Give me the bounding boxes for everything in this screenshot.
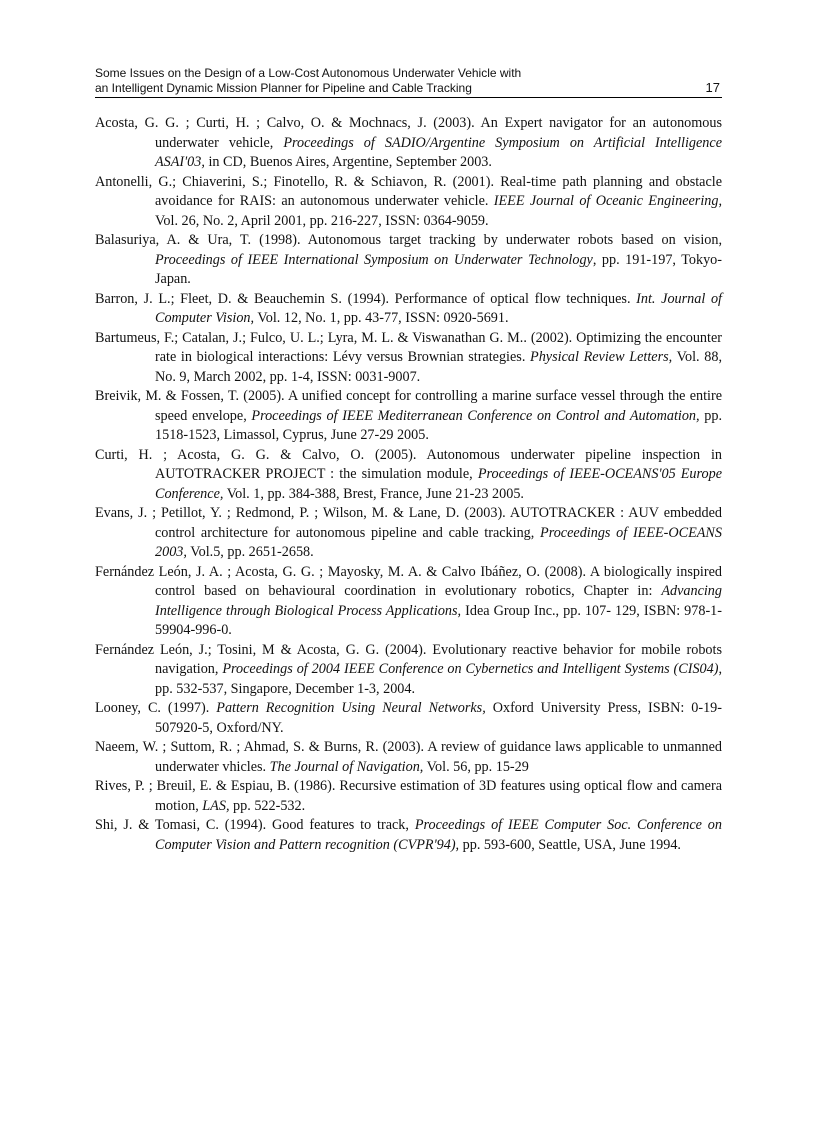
reference-item: Barron, J. L.; Fleet, D. & Beauchemin S. (1994). Performance of optical flow techniques. Int. Journal of Computer Vision, Vol. 12, No. 1, pp. 43-77, ISSN: 0920-5691. (95, 290, 722, 326)
reference-item: Naeem, W. ; Suttom, R. ; Ahmad, S. & Burns, R. (2003). A review of guidance laws applicable to unmanned underwater vhicles. The Journal of Navigation, Vol. 56, pp. 15-29 (95, 739, 722, 775)
header-title-line-2: an Intelligent Dynamic Mission Planner for Pipeline and Cable Tracking (95, 80, 472, 95)
reference-item: Fernández León, J. A. ; Acosta, G. G. ; Mayosky, M. A. & Calvo Ibáñez, O. (2008). A biologically inspired control based on behavioural coordination in evolutionary robotics, Chapter in: Advancing Intelligence through Biological Process Applications, Idea Group Inc., pp. 107- 129, ISBN: 978-1-59904-996-0. (95, 563, 723, 638)
reference-item: Evans, J. ; Petillot, Y. ; Redmond, P. ; Wilson, M. & Lane, D. (2003). AUTOTRACKER : AUV embedded control architecture for autonomous pipeline and cable tracking, Proceedings of IEEE-OCEANS 2003, Vol.5, pp. 2651-2658. (95, 505, 722, 560)
reference-item: Bartumeus, F.; Catalan, J.; Fulco, U. L.; Lyra, M. L. & Viswanathan G. M.. (2002). Optimizing the encounter rate in biological interactions: Lévy versus Brownian strategies. Physical Review Letters, Vol. 88, No. 9, March 2002, pp. 1-4, ISSN: 0031-9007. (95, 329, 722, 385)
running-header (95, 66, 722, 98)
reference-item: Rives, P. ; Breuil, E. & Espiau, B. (1986). Recursive estimation of 3D features using optical flow and camera motion, LAS, pp. 522-532. (95, 778, 722, 814)
reference-item: Looney, C. (1997). Pattern Recognition Using Neural Networks, Oxford University Press, ISBN: 0-19-507920-5, Oxford/NY. (95, 700, 722, 736)
reference-item: Balasuriya, A. & Ura, T. (1998). Autonomous target tracking by underwater robots based on vision, Proceedings of IEEE International Symposium on Underwater Technology, pp. 191-197, Tokyo-Japan. (95, 232, 722, 287)
reference-list (95, 114, 722, 855)
reference-item: Shi, J. & Tomasi, C. (1994). Good features to track, Proceedings of IEEE Computer Soc. Conference on Computer Vision and Pattern recognition (CVPR'94), pp. 593-600, Seattle, USA, June 1994. (95, 817, 722, 853)
header-title-line-1: Some Issues on the Design of a Low-Cost Autonomous Underwater Vehicle with (95, 66, 522, 80)
reference-item: Acosta, G. G. ; Curti, H. ; Calvo, O. & Mochnacs, J. (2003). An Expert navigator for an autonomous underwater vehicle, Proceedings of SADIO/Argentine Symposium on Artificial Intelligence ASAI'03, in CD, Buenos Aires, Argentine, September 2003. (95, 115, 722, 170)
page-number: 17 (705, 79, 720, 95)
reference-item: Antonelli, G.; Chiaverini, S.; Finotello, R. & Schiavon, R. (2001). Real-time path planning and obstacle avoidance for RAIS: an autonomous underwater vehicle. IEEE Journal of Oceanic Engineering, Vol. 26, No. 2, April 2001, pp. 216-227, ISSN: 0364-9059. (95, 173, 722, 229)
reference-item: Breivik, M. & Fossen, T. (2005). A unified concept for controlling a marine surface vessel through the entire speed envelope, Proceedings of IEEE Mediterranean Conference on Control and Automation, pp. 1518-1523, Limassol, Cyprus, June 27-29 2005. (95, 388, 722, 443)
reference-item: Curti, H. ; Acosta, G. G. & Calvo, O. (2005). Autonomous underwater pipeline inspection in AUTOTRACKER PROJECT : the simulation module, Proceedings of IEEE-OCEANS'05 Europe Conference, Vol. 1, pp. 384-388, Brest, France, June 21-23 2005. (95, 446, 722, 502)
reference-item: Fernández León, J.; Tosini, M & Acosta, G. G. (2004). Evolutionary reactive behavior for mobile robots navigation, Proceedings of 2004 IEEE Conference on Cybernetics and Intelligent Systems (CIS04), pp. 532-537, Singapore, December 1-3, 2004. (95, 641, 722, 697)
